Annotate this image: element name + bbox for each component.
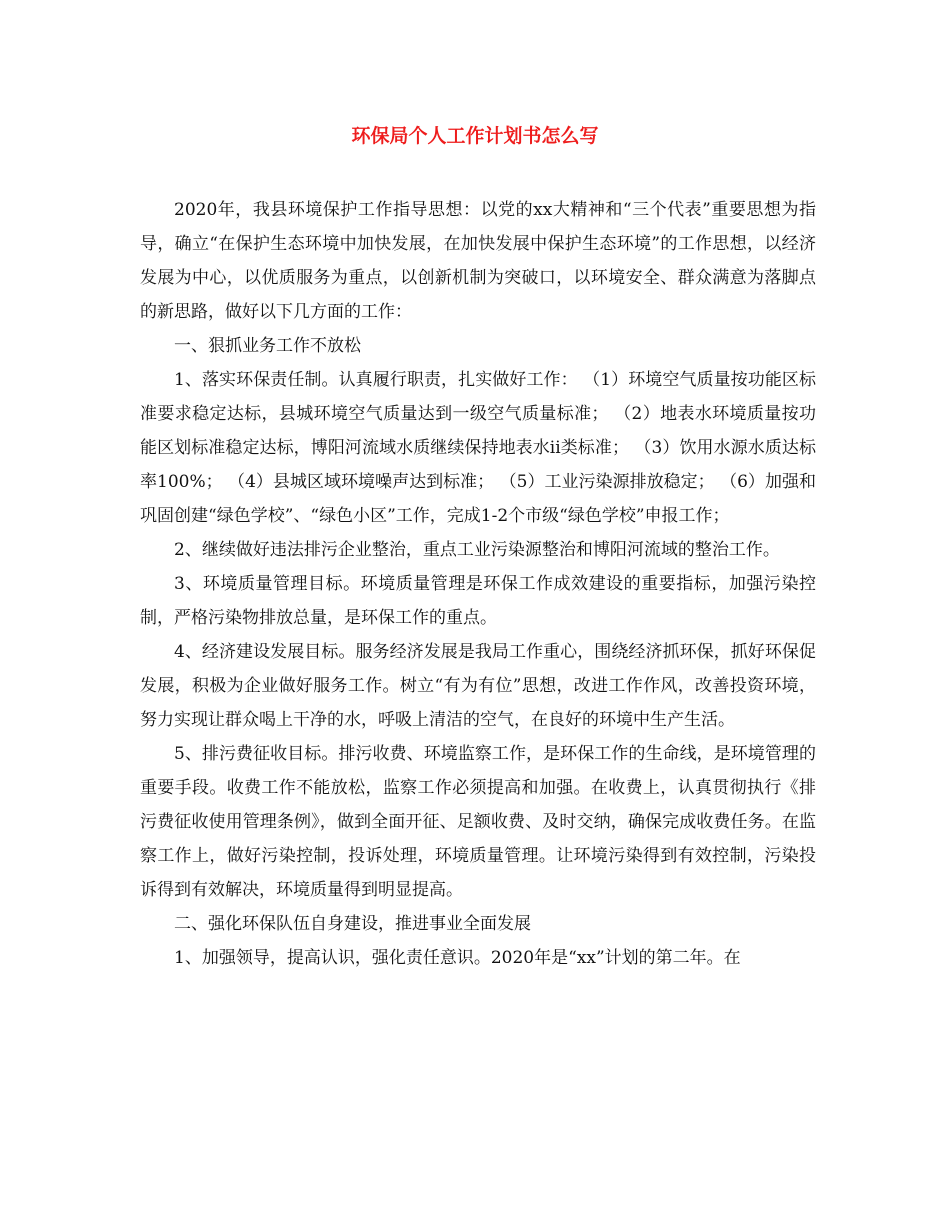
document-title: 环保局个人工作计划书怎么写: [351, 125, 599, 147]
paragraph-section-2-item-1: 1、加强领导，提高认识，强化责任意识。2020年是“xx”计划的第二年。在: [174, 948, 741, 968]
paragraph-item-3: 3、环境质量管理目标。环境质量管理是环保工作成效建设的重要指标，加强污染控制，严格污染物排放总量，是环保工作的重点。: [140, 574, 816, 628]
paragraph-item-1: 1、落实环保责任制。认真履行职责，扎实做好工作： （1）环境空气质量按功能区标准要求稳定达标，县城环境空气质量达到一级空气质量标准； （2）地表水环境质量按功能区划标准稳定达标，博阳河流域水质继续保持地表水ii类标准； （3）饮用水源水质达标率100%； （4）县城区域环境噪声达到标准； （5）工业污染源排放稳定； （6）加强和巩固创建“绿色学校”、“绿色小区”工作，完成1-2个市级“绿色学校”申报工作；: [140, 370, 816, 526]
paragraph-item-2: 2、继续做好违法排污企业整治，重点工业污染源整治和博阳河流域的整治工作。: [174, 540, 780, 560]
section-heading-1: 一、狠抓业务工作不放松: [174, 336, 361, 356]
document-body: [140, 193, 816, 975]
section-heading-2: 二、强化环保队伍自身建设，推进事业全面发展: [174, 914, 531, 934]
paragraph-item-5: 5、排污费征收目标。排污收费、环境监察工作，是环保工作的生命线，是环境管理的重要手段。收费工作不能放松，监察工作必须提高和加强。在收费上，认真贯彻执行《排污费征收使用管理条例》，做到全面开征、足额收费、及时交纳，确保完成收费任务。在监察工作上，做好污染控制，投诉处理，环境质量管理。让环境污染得到有效控制，污染投诉得到有效解决，环境质量得到明显提高。: [140, 744, 816, 900]
paragraph-item-4: 4、经济建设发展目标。服务经济发展是我局工作重心，围绕经济抓环保，抓好环保促发展，积极为企业做好服务工作。树立“有为有位”思想，改进工作作风，改善投资环境，努力实现让群众喝上干净的水，呼吸上清洁的空气，在良好的环境中生产生活。: [140, 642, 816, 730]
paragraph-intro: 2020年，我县环境保护工作指导思想：以党的xx大精神和“三个代表”重要思想为指导，确立“在保护生态环境中加快发展，在加快发展中保护生态环境”的工作思想，以经济发展为中心，以优质服务为重点，以创新机制为突破口，以环境安全、群众满意为落脚点的新思路，做好以下几方面的工作：: [140, 200, 816, 322]
